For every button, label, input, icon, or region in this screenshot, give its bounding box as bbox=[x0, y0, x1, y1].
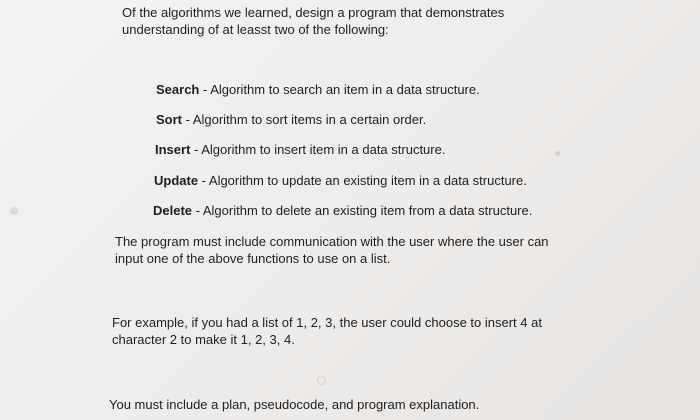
function-description: - Algorithm to sort items in a certain order. bbox=[182, 112, 427, 127]
function-item-search bbox=[156, 81, 480, 98]
function-term: Delete bbox=[153, 203, 193, 218]
function-item-insert bbox=[155, 141, 445, 158]
function-description: - Algorithm to search an item in a data structure. bbox=[199, 82, 480, 97]
paper-smudge bbox=[555, 151, 560, 156]
example-line-1: For example, if you had a list of 1, 2, 3, the user could choose to insert 4 at bbox=[112, 315, 542, 330]
function-description: - Algorithm to delete an existing item from a data structure. bbox=[192, 203, 533, 218]
requirement-line-2: input one of the above functions to use on a list. bbox=[115, 251, 391, 266]
function-item-delete bbox=[153, 202, 532, 219]
function-item-sort bbox=[156, 111, 426, 128]
function-description: - Algorithm to update an existing item in a data structure. bbox=[198, 173, 527, 188]
paper-smudge bbox=[10, 207, 18, 215]
requirement-line-1: The program must include communication with the user where the user can bbox=[115, 234, 549, 249]
paper-smudge bbox=[317, 376, 326, 385]
function-term: Sort bbox=[156, 112, 182, 127]
function-term: Update bbox=[154, 173, 199, 188]
function-term: Insert bbox=[155, 142, 191, 157]
requirement-paragraph bbox=[115, 233, 549, 267]
function-term: Search bbox=[156, 82, 200, 97]
function-description: - Algorithm to insert item in a data structure. bbox=[190, 142, 446, 157]
example-line-2: character 2 to make it 1, 2, 3, 4. bbox=[112, 332, 295, 347]
intro-paragraph bbox=[122, 4, 504, 38]
intro-line-1: Of the algorithms we learned, design a program that demonstrates bbox=[122, 5, 505, 20]
function-item-update bbox=[154, 172, 527, 189]
closing-paragraph: You must include a plan, pseudocode, and program explanation. bbox=[109, 397, 480, 412]
example-paragraph bbox=[112, 314, 542, 348]
intro-line-2: understanding of at leasst two of the following: bbox=[122, 22, 389, 37]
